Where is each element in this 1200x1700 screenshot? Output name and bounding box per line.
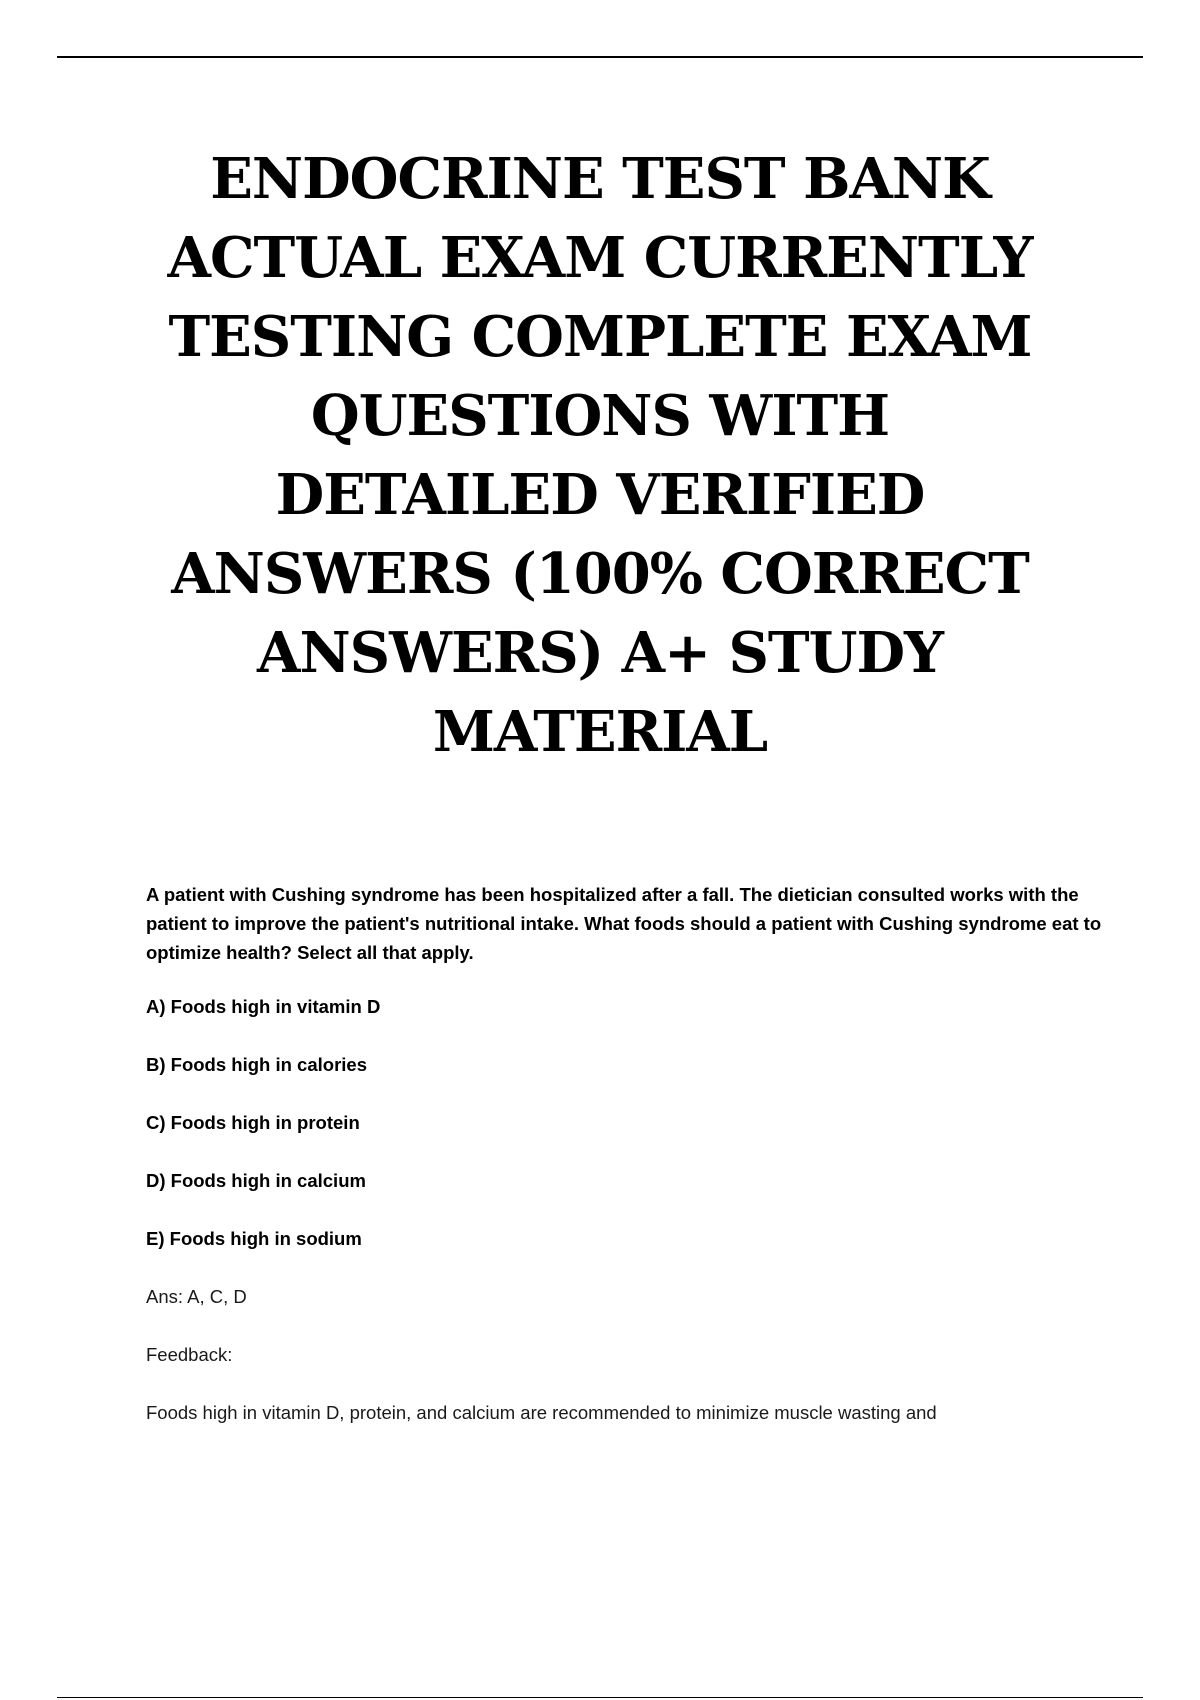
bottom-rule [57, 1697, 1143, 1698]
document-title [100, 140, 1100, 772]
answer-option-e: E) Foods high in sodium [146, 1228, 362, 1249]
feedback-label: Feedback: [146, 1344, 233, 1365]
answer-key: Ans: A, C, D [146, 1286, 247, 1307]
answer-option-d: D) Foods high in calcium [146, 1170, 366, 1191]
title-line: ANSWERS (100% CORRECT [171, 541, 1029, 607]
title-line: ANSWERS) A+ STUDY [257, 620, 943, 686]
answer-option-b: B) Foods high in calories [146, 1054, 367, 1075]
top-rule [57, 56, 1143, 58]
title-line: ENDOCRINE TEST BANK [210, 146, 990, 212]
title-line: DETAILED VERIFIED [275, 462, 925, 528]
feedback-text: Foods high in vitamin D, protein, and calcium are recommended to minimize muscle wasting and [146, 1402, 937, 1423]
question-text: A patient with Cushing syndrome has been hospitalized after a fall. The dietician consulted works with the patient to improve the patient's nutritional intake. What foods should a patient with Cushing syndrome eat to optimize health? Select all that apply. [146, 884, 1102, 963]
answer-option-a: A) Foods high in vitamin D [146, 996, 381, 1017]
title-line: TESTING COMPLETE EXAM [168, 304, 1032, 370]
title-line: QUESTIONS WITH [310, 383, 890, 449]
title-line: ACTUAL EXAM CURRENTLY [167, 225, 1033, 291]
question-block [146, 880, 1106, 1456]
answer-option-c: C) Foods high in protein [146, 1112, 360, 1133]
title-line: MATERIAL [432, 699, 768, 765]
